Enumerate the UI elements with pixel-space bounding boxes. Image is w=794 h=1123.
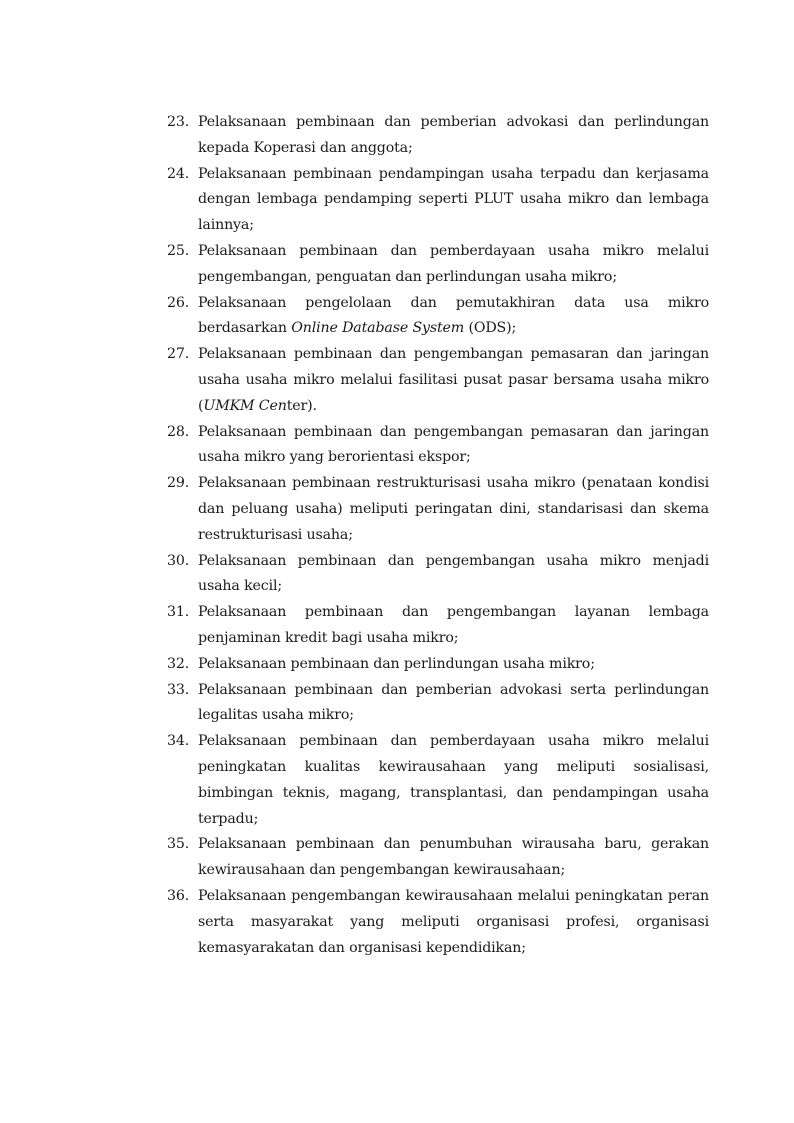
item-text: Pelaksanaan pembinaan dan perlindungan usaha mikro; [198,655,595,672]
item-text-italic: Online Database System [291,320,465,337]
item-text [198,346,709,414]
list-item [167,239,709,291]
item-number: 30. [167,552,190,569]
list-item [167,600,709,652]
item-number: 27. [167,346,190,363]
item-text: Pelaksanaan pembinaan dan pengembangan usaha mikro menjadi usaha kecil; [198,552,709,595]
list-item [167,420,709,472]
item-text: Pelaksanaan pembinaan dan pengembangan pemasaran dan jaringan usaha mikro yang berorientasi ekspor; [198,423,709,466]
list-item [167,832,709,884]
item-number: 32. [167,655,190,672]
item-text-after: ter). [286,397,317,414]
item-number: 33. [167,681,190,698]
item-number: 31. [167,604,190,621]
item-text-before: Pelaksanaan pengelolaan dan pemutakhiran data usa mikro berdasarkan [198,294,709,337]
item-number: 23. [167,114,190,130]
item-text: Pelaksanaan pembinaan pendampingan usaha terpadu dan kerjasama dengan lembaga pendamping seperti PLUT usaha mikro dan lembaga lainnya; [198,165,709,234]
item-text: Pelaksanaan pembinaan dan pemberian advokasi dan perlindungan kepada Koperasi dan anggota; [198,114,709,156]
item-text-before: Pelaksanaan pembinaan dan pengembangan pemasaran dan jaringan usaha usaha mikro melalui fasilitasi pusat pasar bersama usaha mikro ( [198,346,709,414]
item-text: Pelaksanaan pembinaan dan pemberdayaan usaha mikro melalui pengembangan, penguatan dan perlindungan usaha mikro; [198,242,709,285]
item-text: Pelaksanaan pembinaan dan penumbuhan wirausaha baru, gerakan kewirausahaan dan pengembangan kewirausahaan; [198,836,709,879]
list-item [167,652,709,678]
item-number: 26. [167,294,190,311]
list-item [167,471,709,548]
item-text: Pelaksanaan pembinaan dan pemberdayaan usaha mikro melalui peningkatan kualitas kewirausahaan yang meliputi sosialisasi, bimbingan teknis, magang, transplantasi, dan pendampingan usaha terpadu; [198,733,709,827]
list-item [167,162,709,239]
item-text: Pelaksanaan pengembangan kewirausahaan melalui peningkatan peran serta masyarakat yang meliputi organisasi profesi, organisasi kemasyarakatan dan organisasi kependidikan; [198,887,709,956]
item-text-italic: UMKM Cen [203,397,287,414]
item-text: Pelaksanaan pembinaan restrukturisasi usaha mikro (penataan kondisi dan peluang usaha) meliputi peringatan dini, standarisasi dan skema restrukturisasi usaha; [198,475,709,543]
list-item [167,678,709,730]
item-number: 29. [167,475,190,492]
item-number: 25. [167,242,190,259]
list-item [167,549,709,601]
list-item [167,110,709,162]
list-item [167,884,709,961]
list-item [167,342,709,419]
item-number: 28. [167,423,190,440]
item-text-after: (ODS); [464,320,517,337]
item-number: 36. [167,887,190,904]
item-number: 35. [167,836,190,853]
item-number: 34. [167,733,190,750]
list-item [167,291,709,343]
item-text [198,295,709,337]
item-text: Pelaksanaan pembinaan dan pengembangan layanan lembaga penjaminan kredit bagi usaha mikro; [198,604,709,646]
item-number: 24. [167,165,190,182]
list-item [167,729,709,832]
numbered-list [167,110,709,961]
item-text: Pelaksanaan pembinaan dan pemberian advokasi serta perlindungan legalitas usaha mikro; [198,681,709,724]
